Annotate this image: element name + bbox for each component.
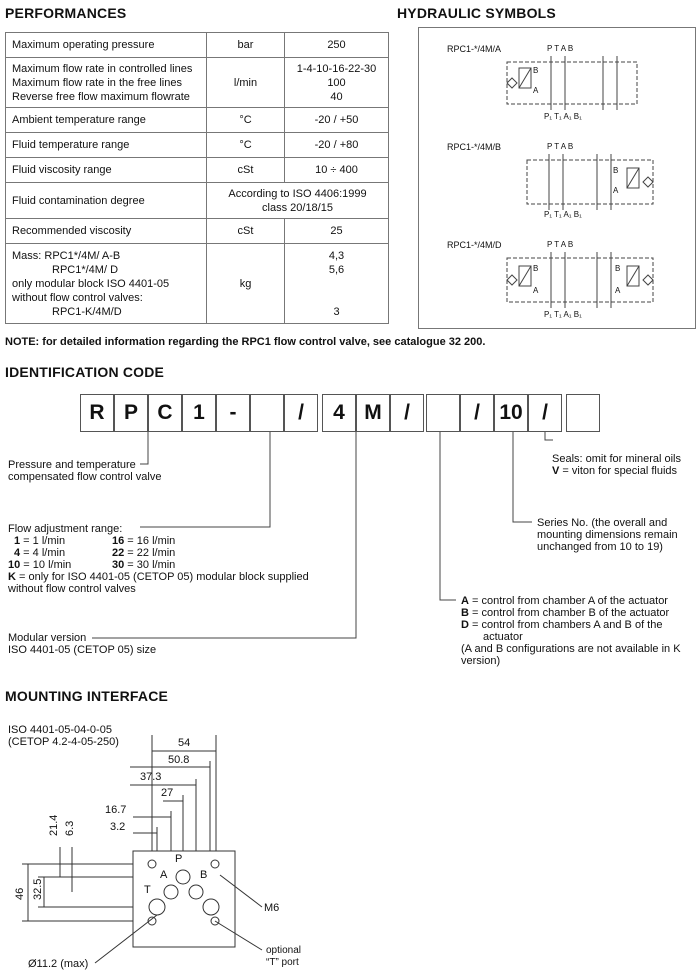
dim-label: 21.4 — [48, 814, 60, 836]
value-line: 3 — [333, 305, 340, 318]
code-box: M — [356, 394, 390, 432]
table-row — [6, 183, 389, 219]
flow-grid — [8, 535, 309, 571]
code-box: / — [284, 394, 318, 432]
mounting-interface-heading: MOUNTING INTERFACE — [5, 688, 169, 704]
flow-code: 10 — [8, 559, 21, 571]
param-line: only modular block ISO 4401-05 — [12, 277, 170, 290]
control-item — [461, 607, 681, 619]
code-box: / — [390, 394, 424, 432]
modular-label — [8, 632, 156, 656]
chamber-b-label: B — [615, 264, 621, 273]
modular-line: ISO 4401-05 (CETOP 05) size — [8, 644, 157, 656]
value-line — [291, 291, 382, 305]
symbol-d-drawing — [499, 252, 669, 308]
optional-port-label — [266, 945, 301, 969]
control-code: D — [461, 619, 469, 631]
symbol-label: RPC1-*/4M/A — [447, 44, 502, 54]
control-code: A — [461, 595, 469, 607]
chamber-b-label: B — [613, 166, 619, 175]
flow-item — [14, 547, 112, 559]
chamber-a-label: A — [613, 186, 619, 195]
optional-line: “T” port — [266, 957, 299, 968]
modular-line: Modular version — [8, 632, 87, 644]
value-cell: 250 — [285, 33, 389, 58]
series-line: mounting dimensions remain — [537, 529, 678, 541]
symbol-top-ports: P T A B — [547, 44, 574, 53]
code-box — [426, 394, 460, 432]
param-line: Reverse free flow maximum flowrate — [12, 90, 190, 103]
value-cell: 25 — [285, 219, 389, 244]
control-note: version) — [461, 655, 501, 667]
k-line — [8, 571, 309, 583]
value-cell — [207, 183, 389, 219]
param-cell — [6, 244, 207, 324]
diameter-label: Ø11.2 (max) — [28, 958, 89, 970]
unit-cell: cSt — [207, 158, 285, 183]
flow-desc: = 30 l/min — [124, 559, 176, 571]
k-desc: = only for ISO 4401-05 (CETOP 05) modular block supplied — [15, 571, 309, 583]
control-note: (A and B configurations are not available in K — [461, 643, 681, 655]
seals-line — [552, 465, 681, 477]
symbol-top-ports: P T A B — [547, 240, 574, 249]
unit-cell: °C — [207, 133, 285, 158]
dim-label: 50.8 — [168, 754, 190, 766]
table-row — [6, 108, 389, 133]
flow-item — [14, 535, 112, 547]
param-cell: Fluid viscosity range — [6, 158, 207, 183]
table-row — [6, 58, 389, 108]
flow-desc: = 10 l/min — [20, 559, 72, 571]
chamber-b-label: B — [533, 264, 539, 273]
unit-cell: l/min — [207, 58, 285, 108]
dim-label: 37.3 — [140, 771, 162, 783]
control-desc: = control from chamber B of the actuator — [468, 607, 670, 619]
code-box: - — [216, 394, 250, 432]
value-line: 5,6 — [328, 263, 345, 276]
seals-code: V — [552, 465, 560, 477]
unit-cell: bar — [207, 33, 285, 58]
symbol-bottom-ports: P₁ T₁ A₁ B₁ — [544, 210, 582, 219]
value-cell: 10 ÷ 400 — [285, 158, 389, 183]
performances-heading: PERFORMANCES — [5, 5, 127, 21]
flow-desc: = 16 l/min — [124, 535, 176, 547]
unit-cell: °C — [207, 108, 285, 133]
series-label — [537, 517, 678, 553]
value-line: According to ISO 4406:1999 — [228, 187, 367, 200]
flow-col-left — [8, 535, 112, 571]
param-line: Maximum flow rate in the free lines — [12, 76, 182, 89]
seals-desc: = viton for special fluids — [559, 465, 678, 477]
series-line: Series No. (the overall and — [537, 517, 668, 529]
value-line: 4,3 — [328, 249, 345, 262]
k-line-2: without flow control valves — [8, 583, 136, 595]
param-line: Mass: RPC1*/4M/ A-B — [12, 249, 121, 262]
flow-desc: = 4 l/min — [20, 547, 66, 559]
dim-label: 46 — [14, 887, 26, 900]
param-cell: Fluid contamination degree — [6, 183, 207, 219]
code-box: / — [460, 394, 494, 432]
symbol-b-drawing — [519, 154, 669, 210]
flow-col-right — [112, 535, 175, 571]
flow-range-label — [8, 523, 309, 595]
code-box: / — [528, 394, 562, 432]
code-box — [566, 394, 600, 432]
control-item — [461, 595, 681, 607]
dim-label: 32.5 — [32, 878, 44, 900]
code-box: 4 — [322, 394, 356, 432]
flow-item — [112, 535, 175, 547]
control-desc: = control from chamber A of the actuator — [468, 595, 668, 607]
port-label: A — [160, 869, 168, 881]
flow-item — [112, 547, 175, 559]
chamber-b-label: B — [533, 66, 539, 75]
symbol-label: RPC1-*/4M/D — [447, 240, 502, 250]
dim-label: 3.2 — [110, 821, 126, 833]
code-box: 1 — [182, 394, 216, 432]
flow-desc: = 22 l/min — [124, 547, 176, 559]
unit-cell: cSt — [207, 219, 285, 244]
flow-title: Flow adjustment range: — [8, 523, 123, 535]
pressure-line: Pressure and temperature — [8, 459, 136, 471]
symbol-a-drawing — [499, 56, 649, 110]
control-code: B — [461, 607, 469, 619]
code-box: C — [148, 394, 182, 432]
flow-code: 30 — [112, 559, 125, 571]
m6-label: M6 — [264, 902, 280, 914]
flow-code: 4 — [14, 547, 21, 559]
control-desc: = control from chambers A and B of the — [468, 619, 663, 631]
table-row — [6, 244, 389, 324]
param-line: RPC1-K/4M/D — [52, 305, 122, 318]
code-box: P — [114, 394, 148, 432]
flow-item — [112, 559, 175, 571]
dim-label: 6.3 — [64, 820, 76, 836]
dim-label: 16.7 — [105, 804, 127, 816]
param-cell: Maximum operating pressure — [6, 33, 207, 58]
flow-code: 1 — [14, 535, 21, 547]
control-item — [461, 619, 681, 631]
table-row — [6, 133, 389, 158]
table-row — [6, 219, 389, 244]
symbol-bottom-ports: P₁ T₁ A₁ B₁ — [544, 310, 582, 319]
value-line: 100 — [327, 76, 346, 89]
flow-desc: = 1 l/min — [20, 535, 66, 547]
optional-line: optional — [266, 945, 302, 956]
hydraulic-symbols-heading: HYDRAULIC SYMBOLS — [397, 5, 556, 21]
flow-code: 22 — [112, 547, 125, 559]
control-cont: actuator — [483, 631, 523, 643]
dim-label: 27 — [161, 787, 174, 799]
pressure-label — [8, 459, 161, 483]
param-cell: Recommended viscosity — [6, 219, 207, 244]
value-cell — [285, 244, 389, 324]
dim-label: 54 — [178, 737, 191, 749]
value-line: 1-4-10-16-22-30 — [296, 62, 377, 75]
chamber-a-label: A — [533, 286, 539, 295]
seals-label — [552, 453, 681, 477]
value-cell: -20 / +50 — [285, 108, 389, 133]
flow-item — [8, 559, 112, 571]
code-box — [250, 394, 284, 432]
standard-line: ISO 4401-05-04-0-05 — [8, 724, 112, 736]
param-line: RPC1*/4M/ D — [52, 263, 119, 276]
performance-table — [5, 32, 389, 324]
identification-code-heading: IDENTIFICATION CODE — [5, 364, 165, 380]
standard-line: (CETOP 4.2-4-05-250) — [8, 736, 119, 748]
port-label: B — [200, 869, 208, 881]
chamber-a-label: A — [533, 86, 539, 95]
port-label: T — [144, 884, 151, 896]
control-label — [461, 595, 681, 667]
param-line: Maximum flow rate in controlled lines — [12, 62, 193, 75]
note-text: NOTE: for detailed information regarding the RPC1 flow control valve, see catalogue 32 200. — [5, 336, 486, 348]
flow-code: 16 — [112, 535, 125, 547]
code-box: 10 — [494, 394, 528, 432]
hydraulic-symbols-box — [418, 27, 696, 329]
unit-cell: kg — [207, 244, 285, 324]
value-line — [291, 277, 382, 291]
table-row — [6, 158, 389, 183]
code-box: R — [80, 394, 114, 432]
seals-line: Seals: omit for mineral oils — [552, 453, 681, 465]
series-line: unchanged from 10 to 19) — [537, 541, 663, 553]
value-cell — [285, 58, 389, 108]
symbol-bottom-ports: P₁ T₁ A₁ B₁ — [544, 112, 582, 121]
pressure-line: compensated flow control valve — [8, 471, 162, 483]
port-label: P — [175, 853, 183, 865]
symbol-label: RPC1-*/4M/B — [447, 142, 502, 152]
chamber-a-label: A — [615, 286, 621, 295]
symbol-top-ports: P T A B — [547, 142, 574, 151]
value-cell: -20 / +80 — [285, 133, 389, 158]
param-cell: Ambient temperature range — [6, 108, 207, 133]
param-cell — [6, 58, 207, 108]
value-line: 40 — [330, 90, 343, 103]
value-line: class 20/18/15 — [262, 201, 333, 214]
k-code: K — [8, 571, 16, 583]
param-line: without flow control valves: — [12, 291, 143, 304]
param-cell: Fluid temperature range — [6, 133, 207, 158]
table-row — [6, 33, 389, 58]
